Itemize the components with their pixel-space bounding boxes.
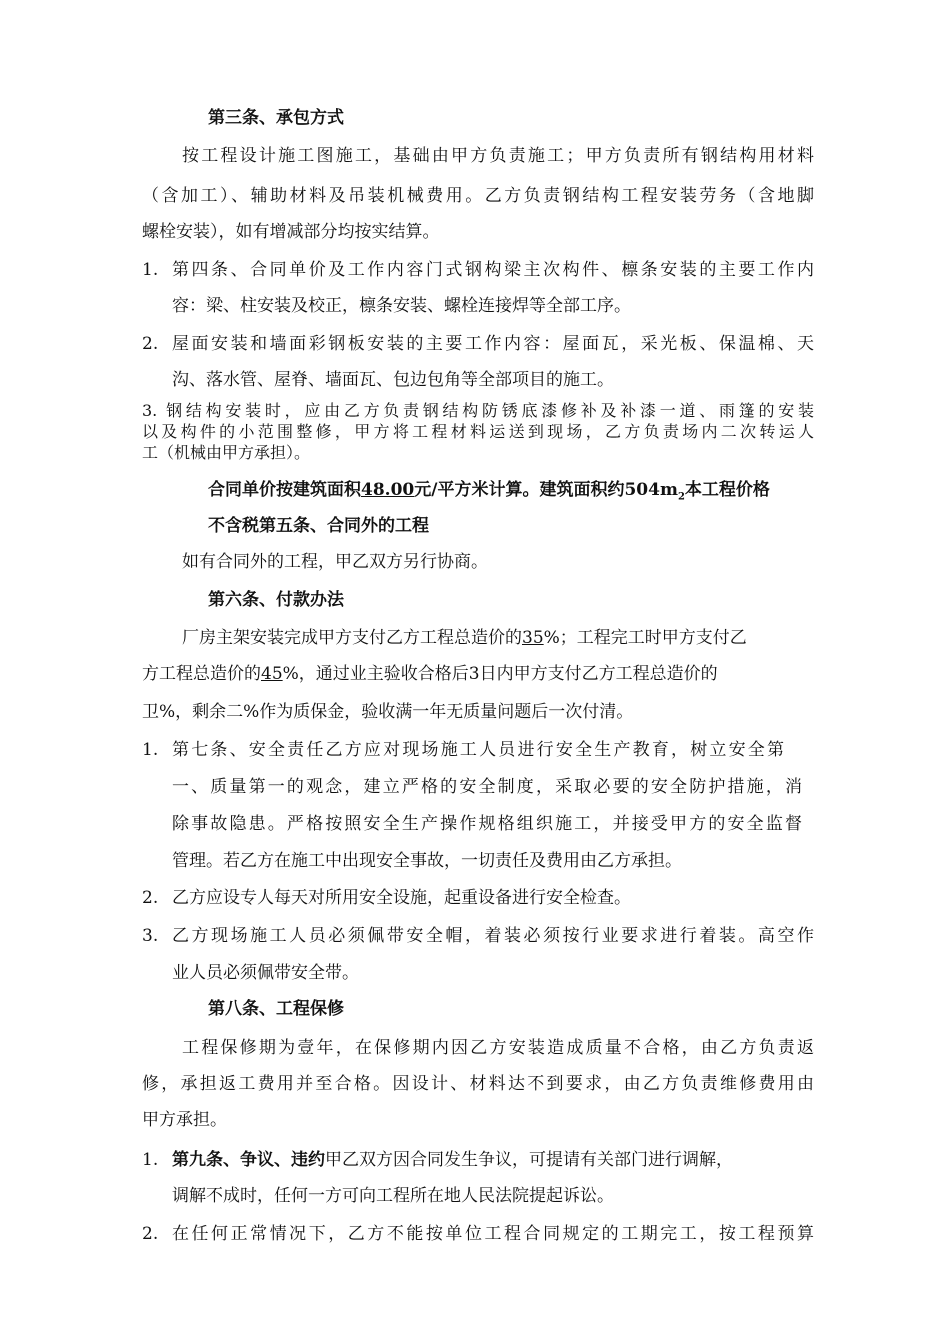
price-text-a: 合同单价按建筑面积 bbox=[208, 480, 361, 500]
list-2-item-1-line-2: 一、质量第一的观念，建立严格的安全制度，采取必要的安全防护措施，消 bbox=[172, 777, 802, 797]
article-6-line-1 bbox=[182, 626, 747, 650]
list-3-item-1-line-2: 调解不成时，任何一方可向工程所在地人民法院提起诉讼。 bbox=[172, 1186, 614, 1206]
price-clause-line-2: 不含税第五条、合同外的工程 bbox=[208, 516, 429, 536]
price-clause-line-1 bbox=[208, 478, 770, 509]
article-6-line-3: 卫%，剩余二%作为质保金，验收满一年无质量问题后一次付清。 bbox=[142, 702, 634, 722]
list-1-number-2: 2. bbox=[142, 334, 159, 354]
payment-text-2a: 方工程总造价的 bbox=[142, 664, 261, 684]
article-3-line-3: 螺栓安装），如有增减部分均按实结算。 bbox=[142, 222, 440, 242]
list-2-number-3: 3. bbox=[142, 926, 159, 946]
list-2-item-3-line-1: 乙方现场施工人员必须佩带安全帽，着装必须按行业要求进行着装。高空作 bbox=[172, 926, 814, 946]
payment-percent-2: 45 bbox=[261, 664, 283, 684]
article-8-line-3: 甲方承担。 bbox=[142, 1110, 227, 1130]
article-3-heading: 第三条、承包方式 bbox=[208, 108, 344, 128]
list-1-item-3-line-3: 工（机械由甲方承担）。 bbox=[142, 443, 311, 462]
area-unit-superscript: 2 bbox=[677, 491, 685, 503]
list-1-number-1: 1. bbox=[142, 260, 159, 280]
list-2-item-1-line-1: 第七条、安全责任乙方应对现场施工人员进行安全生产教育，树立安全第 bbox=[172, 740, 784, 760]
list-2-item-3-line-2: 业人员必须佩带安全带。 bbox=[172, 963, 359, 983]
list-1-item-3-line-1: 3. 钢结构安装时，应由乙方负责钢结构防锈底漆修补及补漆一道、雨篷的安装 bbox=[142, 401, 814, 420]
list-3-item-2-line-1: 在任何正常情况下，乙方不能按单位工程合同规定的工期完工，按工程预算 bbox=[172, 1224, 814, 1244]
list-1-item-2-line-2: 沟、落水管、屋脊、墙面瓦、包边包角等全部项目的施工。 bbox=[172, 370, 614, 390]
article-6-line-2 bbox=[142, 662, 718, 686]
price-text-c: 本工程价格 bbox=[684, 480, 770, 500]
article-6-heading: 第六条、付款办法 bbox=[208, 590, 344, 610]
article-5-line-1: 如有合同外的工程，甲乙双方另行协商。 bbox=[182, 552, 488, 572]
list-2-number-1: 1. bbox=[142, 740, 159, 760]
list-2-item-2-line-1: 乙方应设专人每天对所用安全设施，起重设备进行安全检查。 bbox=[172, 888, 631, 908]
price-text-b: 元/平方米计算。建筑面积约 bbox=[414, 480, 625, 500]
payment-text-2b: %，通过业主验收合格后3日内甲方支付乙方工程总造价的 bbox=[282, 664, 718, 684]
article-3-line-2: （含加工）、辅助材料及吊装机械费用。乙方负责钢结构工程安装劳务（含地脚 bbox=[142, 186, 814, 206]
list-2-item-1-line-4: 管理。若乙方在施工中出现安全事故，一切责任及费用由乙方承担。 bbox=[172, 851, 682, 871]
list-1-item-1-line-2: 容：梁、柱安装及校正，檩条安装、螺栓连接焊等全部工序。 bbox=[172, 296, 631, 316]
article-8-line-1: 工程保修期为壹年，在保修期内因乙方安装造成质量不合格，由乙方负责返 bbox=[182, 1038, 814, 1058]
article-8-heading: 第八条、工程保修 bbox=[208, 999, 344, 1019]
payment-text-1a: 厂房主架安装完成甲方支付乙方工程总造价的 bbox=[182, 628, 522, 648]
payment-text-1b: %；工程完工时甲方支付乙 bbox=[543, 628, 747, 648]
article-8-line-2: 修，承担返工费用并至合格。因设计、材料达不到要求，由乙方负责维修费用由 bbox=[142, 1074, 814, 1094]
price-amount: 48.00 bbox=[361, 480, 415, 500]
list-2-number-2: 2. bbox=[142, 888, 159, 908]
list-3-item-1-line-1 bbox=[172, 1148, 733, 1172]
list-1-item-3-line-2: 以及构件的小范围整修，甲方将工程材料运送到现场，乙方负责场内二次转运人 bbox=[142, 422, 814, 441]
list-3-number-1: 1. bbox=[142, 1150, 159, 1170]
article-9-heading: 第九条、争议、违约 bbox=[172, 1150, 325, 1170]
list-2-item-1-line-3: 除事故隐患。严格按照安全生产操作规格组织施工，并接受甲方的安全监督 bbox=[172, 814, 802, 834]
building-area: 504m bbox=[624, 480, 678, 500]
article-9-text: 甲乙双方因合同发生争议，可提请有关部门进行调解， bbox=[325, 1150, 733, 1170]
article-3-line-1: 按工程设计施工图施工，基础由甲方负责施工；甲方负责所有钢结构用材料 bbox=[182, 146, 814, 166]
list-3-number-2: 2. bbox=[142, 1224, 159, 1244]
list-1-item-1-line-1: 第四条、合同单价及工作内容门式钢构梁主次构件、檩条安装的主要工作内 bbox=[172, 260, 814, 280]
payment-percent-1: 35 bbox=[522, 628, 544, 648]
list-1-item-2-line-1: 屋面安装和墙面彩钢板安装的主要工作内容：屋面瓦，采光板、保温棉、天 bbox=[172, 334, 814, 354]
